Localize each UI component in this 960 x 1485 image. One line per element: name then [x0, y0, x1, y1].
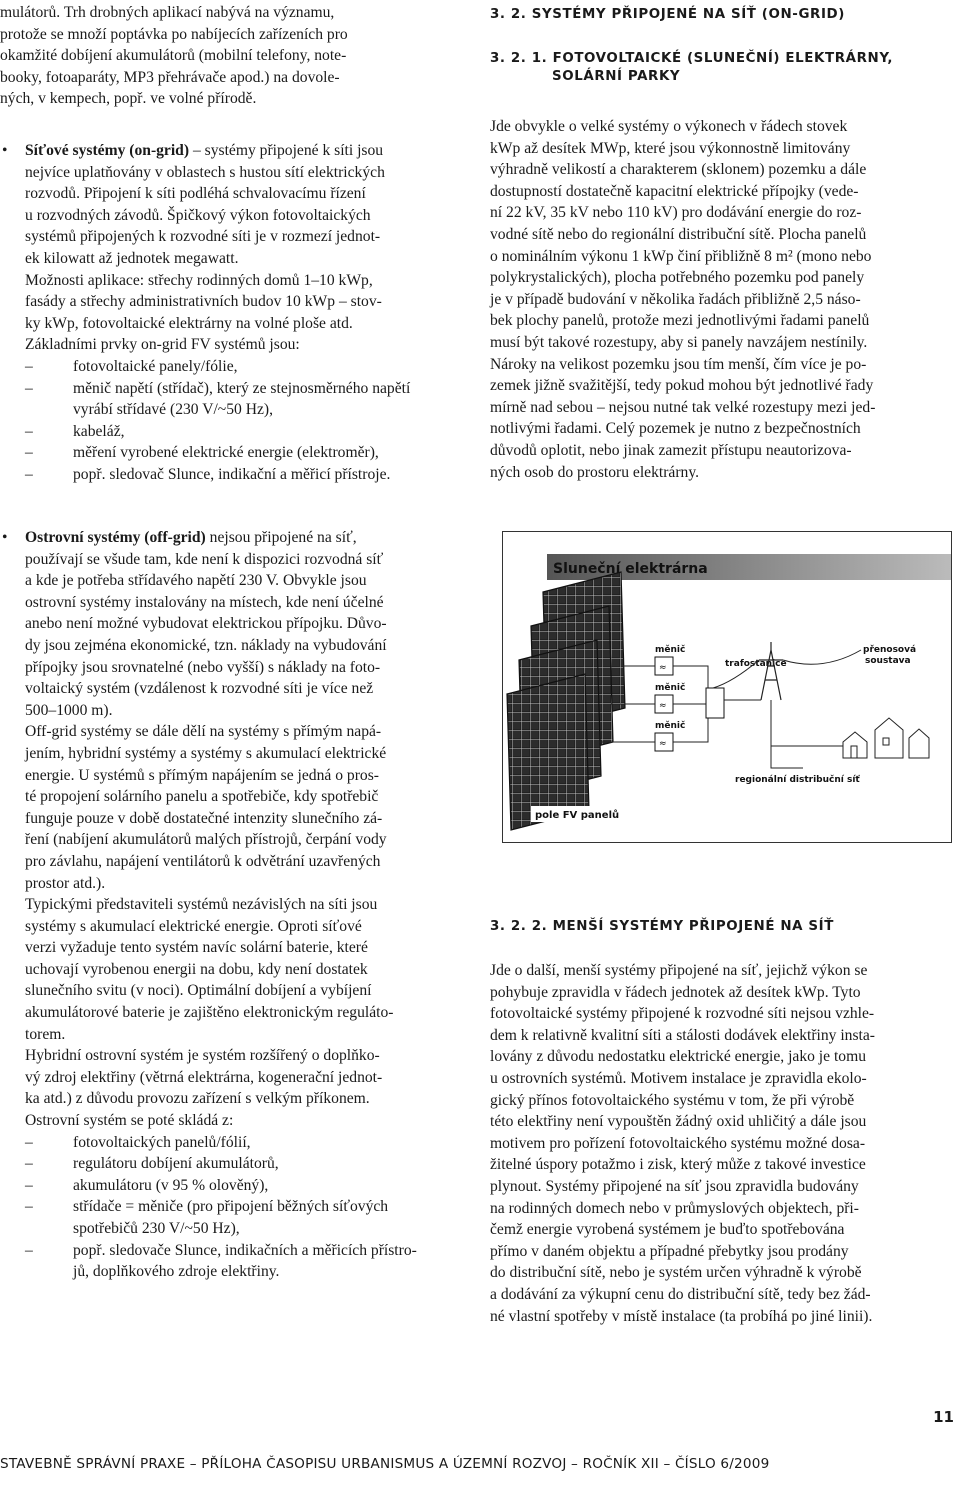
list-item: – fotovoltaické panely/fólie, [25, 357, 238, 375]
text-line: na rodinných domech nebo v průmyslových objektech, při- [490, 1199, 859, 1217]
text-line: jením, hybridní systémy a systémy s akumulací elektrické [25, 744, 387, 762]
text-line: nejsou připojené na síť, [205, 529, 357, 546]
text-line: Možnosti aplikace: střechy rodinných domů 1–10 kWp, [25, 271, 373, 289]
text-line: čemž energie vyrobená systémem je buďto spotřebována [490, 1221, 845, 1239]
text-line: lovány z důvodu nedostatku elektrické energie, jako je tomu [490, 1048, 867, 1066]
text-line: prostor atd.). [25, 874, 106, 892]
text-line: funguje pouze v době dostatečné intenzity slunečního zá- [25, 809, 383, 827]
text-line: přímo v daném objektu a případné přebytky jsou prodány [490, 1242, 849, 1260]
text-line: mírně nad sebou – nejsou nutné tak velké rozestupy mezi jed- [490, 398, 876, 416]
text-line: gický přínos fotovoltaického systému v tom, že při výrobě [490, 1091, 855, 1109]
list-item: – popř. sledovače Slunce, indikačních a měřicích přístro- jů, doplňkového zdroje elektřiny. [25, 1241, 417, 1281]
text-line: voltaický systém (vzdálenost k rozvodné síti je více než [25, 680, 374, 698]
text-line: dem k relativně kvalitní síti a stálosti dodávek elektřiny insta- [490, 1026, 875, 1044]
text-line: ka atd.) z důvodu provozu zařízení s velkým příkonem. [25, 1090, 370, 1108]
inverters [655, 644, 685, 751]
list-item: – fotovoltaických panelů/fólií, [25, 1133, 251, 1151]
text-line: Typickými představiteli systémů nezávislých na síti jsou [25, 896, 378, 914]
intro-paragraph [0, 2, 470, 110]
text-line: fasády a střechy administrativních budov 10 kWp – stov- [25, 293, 382, 311]
text-line: o nominálním výkonu 1 kWp činí přibližně 8 m² (mono nebo [490, 247, 872, 265]
text-line: přípojky jsou srovnatelné (nebo vyšší) s náklady na foto- [25, 658, 381, 676]
offgrid-lead: Ostrovní systémy (off-grid) [25, 529, 206, 546]
text-line: žitelné úspory potažmo i zisk, který může z takové investice [490, 1156, 866, 1174]
inverter-label: měnič [655, 645, 686, 655]
text-line: ření (nabíjení akumulátorů malých přístrojů, čerpání vody [25, 831, 387, 849]
text-line: zemek jižně svažitější, tedy pokud mohou být jednotlivé řady [490, 377, 874, 395]
inverter-label: měnič [655, 721, 686, 731]
text-line: – systémy připojené k síti jsou [189, 142, 384, 159]
transformer-label: trafostanice [725, 659, 787, 669]
text-line: kWp až desítek MWp, které jsou výkonnostně limitovány [490, 139, 851, 157]
svg-text:≈: ≈ [659, 739, 667, 749]
text-line: ní 22 kV, 35 kV nebo 110 kV) pro dodávání energie do roz- [490, 204, 862, 222]
houses [843, 718, 929, 758]
text-line: slunečního svitu (v noci). Optimální dobíjení a vybíjení [25, 982, 372, 1000]
text-line: Ostrovní systém se poté skládá z: [25, 1112, 234, 1130]
text-line: Jde o další, menší systémy připojené na síť, jejichž výkon se [490, 962, 868, 979]
text-line: ných osob do prostoru elektrárny. [490, 463, 700, 481]
text-line: ostrovní systémy instalovány na místech, kde není účelné [25, 593, 384, 611]
subsection-heading: 3. 2. 1. FOTOVOLTAICKÉ (SLUNEČNÍ) ELEKTRÁRNY, SOLÁRNÍ PARKY [490, 51, 894, 84]
text-line: té propojení solárního panelu a spotřebiče, kdy spotřebič [25, 788, 379, 806]
text-line: bek plochy panelů, protože mezi jednotlivými řadami panelů [490, 312, 870, 330]
text-line: né vlastní spotřeby v místě instalace (ta probíhá po jiné linii). [490, 1307, 873, 1325]
bullet: • [2, 142, 8, 159]
text-line: Off-grid systémy se dále dělí na systémy s přímým napá- [25, 723, 382, 741]
page-footer: STAVEBNĚ SPRÁVNÍ PRAXE – PŘÍLOHA ČASOPISU URBANISMUS A ÚZEMNÍ ROZVOJ – ROČNÍK XII – ČÍSLO 6/2009 [0, 1456, 770, 1472]
text-line: používají se všude tam, kde není k dispozici rozvodná síť [25, 550, 384, 568]
field-label: pole FV panelů [535, 810, 620, 821]
text-line: ek kilowatt až jednotek megawatt. [25, 249, 239, 267]
text-line: této elektřiny není vypouštěn žádný oxid uhličitý a dále jsou [490, 1113, 867, 1131]
diagram-title: Sluneční elektrárna [553, 561, 708, 577]
pylon [759, 642, 783, 700]
section-heading: 3. 2. SYSTÉMY PŘIPOJENÉ NA SÍŤ (ON-GRID) [490, 7, 845, 22]
text-line: okamžité dobíjení akumulátorů (mobilní telefony, note- [0, 47, 347, 65]
list-item: – kabeláž, [25, 422, 125, 440]
list-item: – měření vyrobené elektrické energie (elektroměr), [25, 444, 379, 462]
list-item: – měnič napětí (střídač), který ze stejnosměrného napětí vyrábí střídavé (230 V/~50 Hz), [25, 379, 411, 419]
svg-text:≈: ≈ [659, 663, 667, 673]
text-line: polykrystalických), plocha potřebného pozemku pod panely [490, 269, 865, 287]
text-line: Hybridní ostrovní systém je systém rozšířený o doplňko- [25, 1047, 380, 1065]
svg-text:≈: ≈ [659, 701, 667, 711]
text-line: je v případě budování v několika řadách přibližně 2,5 náso- [490, 290, 861, 308]
text-line: anebo není možné vybudovat elektrickou přípojku. Důvo- [25, 615, 387, 633]
text-line: uchovají vyrobenou energii na dobu, kdy není dostatek [25, 960, 368, 978]
list-item: – střídače = měniče (pro připojení běžných síťových spotřebičů 230 V/~50 Hz), [25, 1198, 389, 1237]
text-line: ky kWp, fotovoltaické elektrárny na volné ploše atd. [25, 314, 353, 332]
solar-plant-diagram [502, 531, 952, 843]
text-line: systémy s akumulací elektrické energie. Oproti síťové [25, 917, 362, 935]
text-line: rozvodů. Připojení k síti podléhá schvalovacímu řízení [25, 185, 366, 203]
text-line: fotovoltaické systémy připojené k rozvodné síti nejsou vzhle- [490, 1005, 875, 1023]
text-line: Jde obvykle o velké systémy o výkonech v řádech stovek [490, 118, 848, 135]
text-line: 500–1000 m). [25, 701, 113, 719]
text-line: plynout. Systémy připojené na síť jsou zpravidla budovány [490, 1177, 859, 1195]
text-line: vý zdroj elektřiny (větrná elektrárna, kogenerační jednot- [25, 1068, 383, 1086]
regional-grid-label: regionální distribuční síť [735, 775, 860, 785]
text-line: nejvíce uplatňovány v oblastech s hustou sítí elektrických [25, 163, 385, 181]
text-line: u rozvodných závodů. Špičkový výkon fotovoltaických [25, 206, 371, 224]
text-line: mulátorů. Trh drobných aplikací nabývá na významu, [0, 4, 335, 21]
transformer-box [706, 688, 724, 718]
power-plant-paragraph [490, 116, 958, 483]
text-line: ných, v kempech, popř. ve volné přírodě. [0, 90, 257, 108]
text-line: energie. U systémů s přímým napájením se jedná o pros- [25, 766, 379, 784]
list-item: – akumulátoru (v 95 % olověný), [25, 1176, 269, 1194]
offgrid-section [0, 527, 470, 1283]
text-line: Základními prvky on-grid FV systémů jsou: [25, 336, 300, 354]
text-line: Nároky na velikost pozemku jsou tím menší, čím více je po- [490, 355, 867, 373]
inverter-label: měnič [655, 683, 686, 693]
bullet: • [2, 529, 8, 546]
ongrid-lead: Síťové systémy (on-grid) [25, 142, 190, 159]
text-line: motivem pro pořízení fotovoltaického systému možné dosa- [490, 1134, 866, 1152]
text-line: a dodávání za výkupní cenu do distribuční sítě, tedy bez žád- [490, 1285, 871, 1303]
text-line: akumulátorové baterie je zajištěno elektronickým reguláto- [25, 1004, 394, 1022]
text-line: dy jsou zejména ekonomické, tzn. náklady na vybudování [25, 636, 387, 654]
text-line: dostupností dostatečně kapacitní elektrické přípojky (vede- [490, 182, 859, 200]
pv-panel-field [507, 572, 625, 830]
text-line: vodné sítě nebo do regionální distribuční sítě. Plocha panelů [490, 225, 867, 243]
text-line: systémů připojených k rozvodné síti je v rozmezí jednot- [25, 228, 381, 246]
text-line: a kde je potřeba střídavého napětí 230 V. Obvykle jsou [25, 572, 367, 590]
list-item: – regulátoru dobíjení akumulátorů, [25, 1155, 279, 1173]
small-systems-paragraph [490, 960, 958, 1327]
text-line: protože se množí poptávka po nabíjecích zařízeních pro [0, 25, 348, 43]
page-number: 11 [933, 1408, 954, 1426]
text-line: důvodů oplotit, nebo jinak zamezit přístupu neautorizova- [490, 441, 852, 459]
subsection-heading: 3. 2. 2. MENŠÍ SYSTÉMY PŘIPOJENÉ NA SÍŤ [490, 919, 834, 934]
text-line: notlivými řadami. Celý pozemek je nutno z bezpečnostních [490, 420, 861, 438]
text-line: musí být takové rozestupy, aby si panely navzájem nestínily. [490, 333, 868, 351]
text-line: verzi vyžaduje tento systém navíc solární baterie, které [25, 939, 368, 957]
text-line: booky, fotoaparáty, MP3 přehrávače apod.) na dovole- [0, 68, 340, 86]
transmission-label: přenosová [863, 645, 917, 655]
list-item: – popř. sledovač Slunce, indikační a měřicí přístroje. [25, 465, 391, 483]
text-line: u ostrovních systémů. Motivem instalace je zpravidla ekolo- [490, 1069, 867, 1087]
text-line: pro závlahu, napájení ventilátorů k odvětrání uzavřených [25, 852, 381, 870]
text-line: do distribuční sítě, nebo je systém určen výhradně k výrobě [490, 1264, 862, 1282]
ongrid-section [0, 140, 470, 486]
text-line: torem. [25, 1025, 66, 1043]
text-line: výhradně velikostí a charakterem (sklonem) pozemku a dále [490, 161, 867, 179]
transmission-label: soustava [865, 656, 911, 666]
text-line: pohybuje zpravidla v řádech jednotek až desítek kWp. Tyto [490, 983, 861, 1001]
